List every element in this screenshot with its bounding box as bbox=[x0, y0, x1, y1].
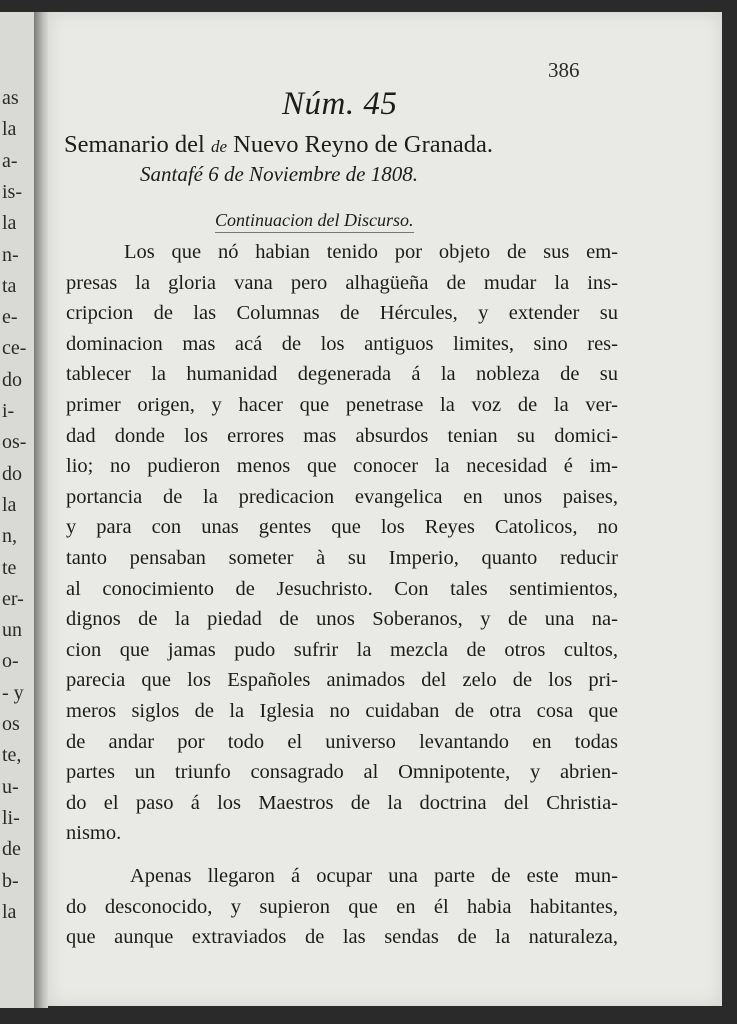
margin-fragment: un bbox=[2, 619, 22, 642]
body-line: portancia de la predicacion evangelica en unos paises, bbox=[66, 485, 618, 508]
margin-fragment: te bbox=[2, 556, 17, 579]
margin-fragment: os bbox=[2, 713, 20, 735]
body-line: presas la gloria vana pero alhagüeña de mudar la ins- bbox=[66, 271, 618, 294]
margin-fragment: te, bbox=[2, 744, 22, 767]
margin-fragment: as bbox=[2, 87, 19, 109]
body-line: meros siglos de la Iglesia no cuidaban de otra cosa que bbox=[66, 700, 618, 722]
margin-fragment: ce- bbox=[2, 337, 27, 360]
margin-fragment: do bbox=[2, 368, 22, 391]
body-line: y para con unas gentes que los Reyes Catolicos, no bbox=[66, 516, 618, 539]
margin-fragment: e- bbox=[2, 306, 18, 329]
body-line: parecia que los Españoles animados del zelo de los pri- bbox=[66, 669, 618, 692]
body-line: partes un triunfo consagrado al Omnipotente, y abrien- bbox=[66, 761, 618, 784]
margin-fragment: ta bbox=[2, 274, 17, 297]
body-line: cripcion de las Columnas de Hércules, y extender su bbox=[66, 302, 618, 325]
margin-fragment: er- bbox=[2, 587, 24, 610]
margin-fragment: is- bbox=[2, 180, 22, 203]
page-number: 386 bbox=[548, 58, 580, 82]
journal-title-part1: Semanario del bbox=[64, 131, 205, 158]
margin-fragment: la bbox=[2, 118, 17, 141]
margin-fragment: la bbox=[2, 900, 17, 923]
facing-page-edge bbox=[0, 12, 35, 1008]
body-line: tablecer la humanidad degenerada á la nobleza de su bbox=[66, 363, 618, 386]
issue-number: Núm. 45 bbox=[282, 86, 398, 122]
body-line: do desconocido, y supieron que en él habia habitantes, bbox=[66, 895, 618, 918]
margin-fragment: a- bbox=[2, 149, 18, 172]
body-line: de andar por todo el universo levantando en todas bbox=[66, 730, 618, 753]
journal-title-part2: Nuevo Reyno de Granada. bbox=[233, 131, 494, 158]
journal-title-de: de bbox=[210, 137, 227, 156]
dateline: Santafé 6 de Noviembre de 1808. bbox=[140, 162, 418, 186]
section-heading: Continuacion del Discurso. bbox=[215, 210, 414, 233]
body-line: primer origen, y hacer que penetrase la voz de la ver- bbox=[66, 394, 618, 416]
margin-fragment: do bbox=[2, 462, 22, 485]
margin-fragment: li- bbox=[2, 806, 20, 829]
margin-fragment: la bbox=[2, 212, 17, 235]
body-line: dignos de la piedad de unos Soberanos, y de una na- bbox=[66, 608, 618, 631]
body-line: al conocimiento de Jesuchristo. Con tales sentimientos, bbox=[66, 577, 618, 600]
margin-fragment: b- bbox=[2, 869, 19, 892]
margin-fragment: o- bbox=[2, 650, 19, 673]
margin-fragment: u- bbox=[2, 775, 19, 798]
margin-fragment: la bbox=[2, 493, 17, 516]
margin-fragment: n, bbox=[2, 525, 17, 548]
body-line: Apenas llegaron á ocupar una parte de este mun- bbox=[130, 865, 618, 887]
journal-title bbox=[64, 131, 624, 159]
body-line: cion que jamas pudo sufrir la mezcla de otros cultos, bbox=[66, 638, 618, 661]
body-line: tanto pensaban someter à su Imperio, quanto reducir bbox=[66, 547, 618, 569]
margin-fragment: os- bbox=[2, 431, 27, 454]
book-gutter bbox=[34, 12, 48, 1008]
body-line: nismo. bbox=[66, 822, 122, 845]
margin-fragment: de bbox=[2, 838, 21, 861]
margin-fragment: n- bbox=[2, 243, 19, 266]
body-line: Los que nó habian tenido por objeto de sus em- bbox=[124, 241, 618, 263]
body-line: dominacion mas acá de los antiguos limites, sino res- bbox=[66, 332, 618, 355]
body-line: dad donde los errores mas absurdos tenian su domici- bbox=[66, 424, 618, 447]
body-line: lio; no pudieron menos que conocer la necesidad é im- bbox=[66, 455, 618, 478]
margin-fragment: i- bbox=[2, 400, 15, 422]
body-line: que aunque extraviados de las sendas de la naturaleza, bbox=[66, 926, 618, 949]
margin-fragment: - y bbox=[2, 681, 24, 704]
body-line: do el paso á los Maestros de la doctrina del Christia- bbox=[66, 791, 618, 814]
